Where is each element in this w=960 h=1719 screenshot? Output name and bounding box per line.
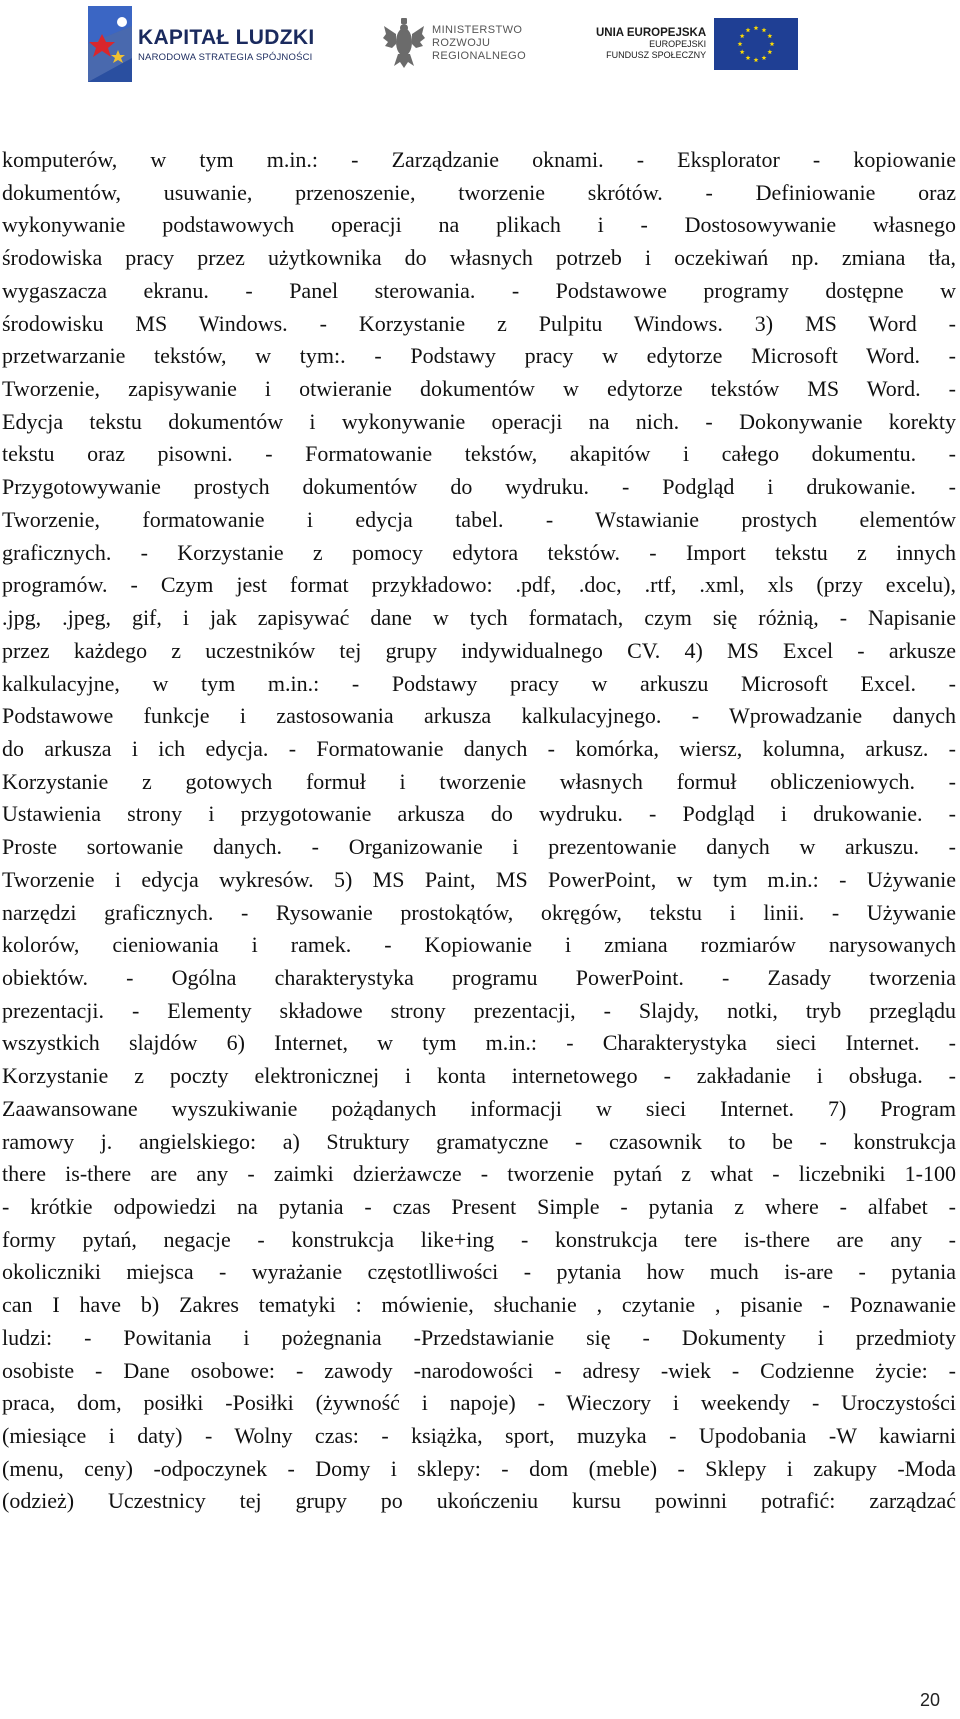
unia-europejska-line-3: FUNDUSZ SPOŁECZNY [606,50,707,60]
text-line: Podstawowe funkcje i zastosowania arkusza kalkulacyjnego. - Wprowadzanie danych [2,703,956,729]
text-line: praca, dom, posiłki -Posiłki (żywność i napoje) - Wieczory i weekendy - Uroczystości [2,1390,956,1416]
text-line: środowiska pracy przez użytkownika do własnych potrzeb i oczekiwań np. zmiana tła, [2,245,956,271]
text-line: okoliczniki miejsca - wyrażanie częstotlliwości - pytania how much is-are - pytania [2,1259,956,1285]
kapital-ludzki-emblem-icon [88,6,132,82]
eu-flag-icon [714,18,798,70]
text-line: obiektów. - Ogólna charakterystyka programu PowerPoint. - Zasady tworzenia [2,964,956,990]
text-line: formy pytań, negacje - konstrukcja like+ing - konstrukcja tere is-there are any - [2,1226,956,1252]
unia-europejska-line-2: EUROPEJSKI [649,39,707,49]
text-line: kalkulacyjne, w tym m.in.: - Podstawy pracy w arkuszu Microsoft Excel. - [2,670,956,696]
text-line: Tworzenie, zapisywanie i otwieranie dokumentów w edytorze tekstów MS Word. - [2,376,956,402]
kapital-ludzki-title: KAPITAŁ LUDZKI [138,25,315,49]
text-line: Korzystanie z gotowych formuł i tworzenie własnych formuł obliczeniowych. - [2,768,956,794]
ministerstwo-logo [382,16,526,70]
text-line: wygaszacza ekranu. - Panel sterowania. - Podstawowe programy dostępne w [2,277,956,303]
text-line: Zaawansowane wyszukiwanie pożądanych informacji w sieci Internet. 7) Program [2,1095,956,1121]
ministerstwo-line-2: ROZWOJU [432,36,491,49]
kapital-ludzki-subtitle: NARODOWA STRATEGIA SPÓJNOŚCI [138,51,313,63]
text-line: dokumentów, usuwanie, przenoszenie, tworzenie skrótów. - Definiowanie oraz [2,179,956,205]
page-number: 20 [919,1690,940,1710]
text-line: osobiste - Dane osobowe: - zawody -narodowości - adresy -wiek - Codzienne życie: - [2,1357,956,1383]
ministerstwo-line-1: MINISTERSTWO [432,23,523,36]
text-line: Tworzenie, formatowanie i edycja tabel. - Wstawianie prostych elementów [2,506,956,532]
ministerstwo-line-3: REGIONALNEGO [432,49,527,62]
text-line: Korzystanie z poczty elektronicznej i konta internetowego - zakładanie i obsługa. - [2,1063,956,1089]
text-line: przetwarzanie tekstów, w tym:. - Podstawy pracy w edytorze Microsoft Word. - [2,343,956,369]
text-line: .jpg, .jpeg, gif, i jak zapisywać dane w tych formatach, czym się różnią, - Napisanie [2,605,956,631]
text-line: Tworzenie i edycja wykresów. 5) MS Paint, MS PowerPoint, w tym m.in.: - Używanie [2,866,956,892]
text-line: ramowy j. angielskiego: a) Struktury gramatyczne - czasownik to be - konstrukcja [2,1128,956,1154]
polish-eagle-icon [382,16,426,70]
text-line: Przygotowywanie prostych dokumentów do wydruku. - Podgląd i drukowanie. - [2,474,956,500]
text-line: (miesiące i daty) - Wolny czas: - książka, sport, muzyka - Upodobania -W kawiarni [2,1423,956,1449]
text-line: przez każdego z uczestników tej grupy indywidualnego CV. 4) MS Excel - arkusze [2,637,956,663]
text-line: wszystkich slajdów 6) Internet, w tym m.in.: - Charakterystyka sieci Internet. - [2,1030,956,1056]
text-line: ludzi: - Powitania i pożegnania -Przedstawianie się - Dokumenty i przedmioty [2,1324,956,1350]
text-line: graficznych. - Korzystanie z pomocy edytora tekstów. - Import tekstu z innych [2,539,956,565]
text-line: there is-there are any - zaimki dzierżawcze - tworzenie pytań z what - liczebniki 1-100 [2,1161,956,1187]
text-line: (menu, ceny) -odpoczynek - Domy i sklepy: - dom (meble) - Sklepy i zakupy -Moda [2,1455,956,1481]
text-line: (odzież) Uczestnicy tej grupy po ukończeniu kursu powinni potrafić: zarządzać [2,1488,956,1514]
text-line: środowisku MS Windows. - Korzystanie z Pulpitu Windows. 3) MS Word - [2,310,956,336]
document-body [2,144,956,1518]
text-line: Edycja tekstu dokumentów i wykonywanie operacji na nich. - Dokonywanie korekty [2,408,956,434]
text-line: can I have b) Zakres tematyki : mówienie, słuchanie , czytanie , pisanie - Poznawanie [2,1292,956,1318]
unia-europejska-logo [596,18,798,70]
text-line: komputerów, w tym m.in.: - Zarządzanie oknami. - Eksplorator - kopiowanie [2,147,956,172]
text-line: Ustawienia strony i przygotowanie arkusza do wydruku. - Podgląd i drukowanie. - [2,801,956,827]
text-line: narzędzi graficznych. - Rysowanie prostokątów, okręgów, tekstu i linii. - Używanie [2,899,956,925]
text-line: - krótkie odpowiedzi na pytania - czas Present Simple - pytania z where - alfabet - [2,1194,956,1219]
text-line: do arkusza i ich edycja. - Formatowanie danych - komórka, wiersz, kolumna, arkusz. - [2,735,956,761]
unia-europejska-title: UNIA EUROPEJSKA [596,27,707,39]
text-line: tekstu oraz pisowni. - Formatowanie tekstów, akapitów i całego dokumentu. - [2,441,956,467]
text-line: programów. - Czym jest format przykładowo: .pdf, .doc, .rtf, .xml, xls (przy excelu), [2,572,956,598]
text-line: wykonywanie podstawowych operacji na plikach i - Dostosowywanie własnego [2,212,956,238]
text-line: Proste sortowanie danych. - Organizowanie i prezentowanie danych w arkuszu. - [2,834,956,860]
text-line: kolorów, cieniowania i ramek. - Kopiowanie i zmiana rozmiarów narysowanych [2,932,956,958]
text-line: prezentacji. - Elementy składowe strony prezentacji, - Slajdy, notki, tryb przeglądu [2,997,956,1023]
kapital-ludzki-logo [88,6,314,82]
page-header [0,0,960,105]
